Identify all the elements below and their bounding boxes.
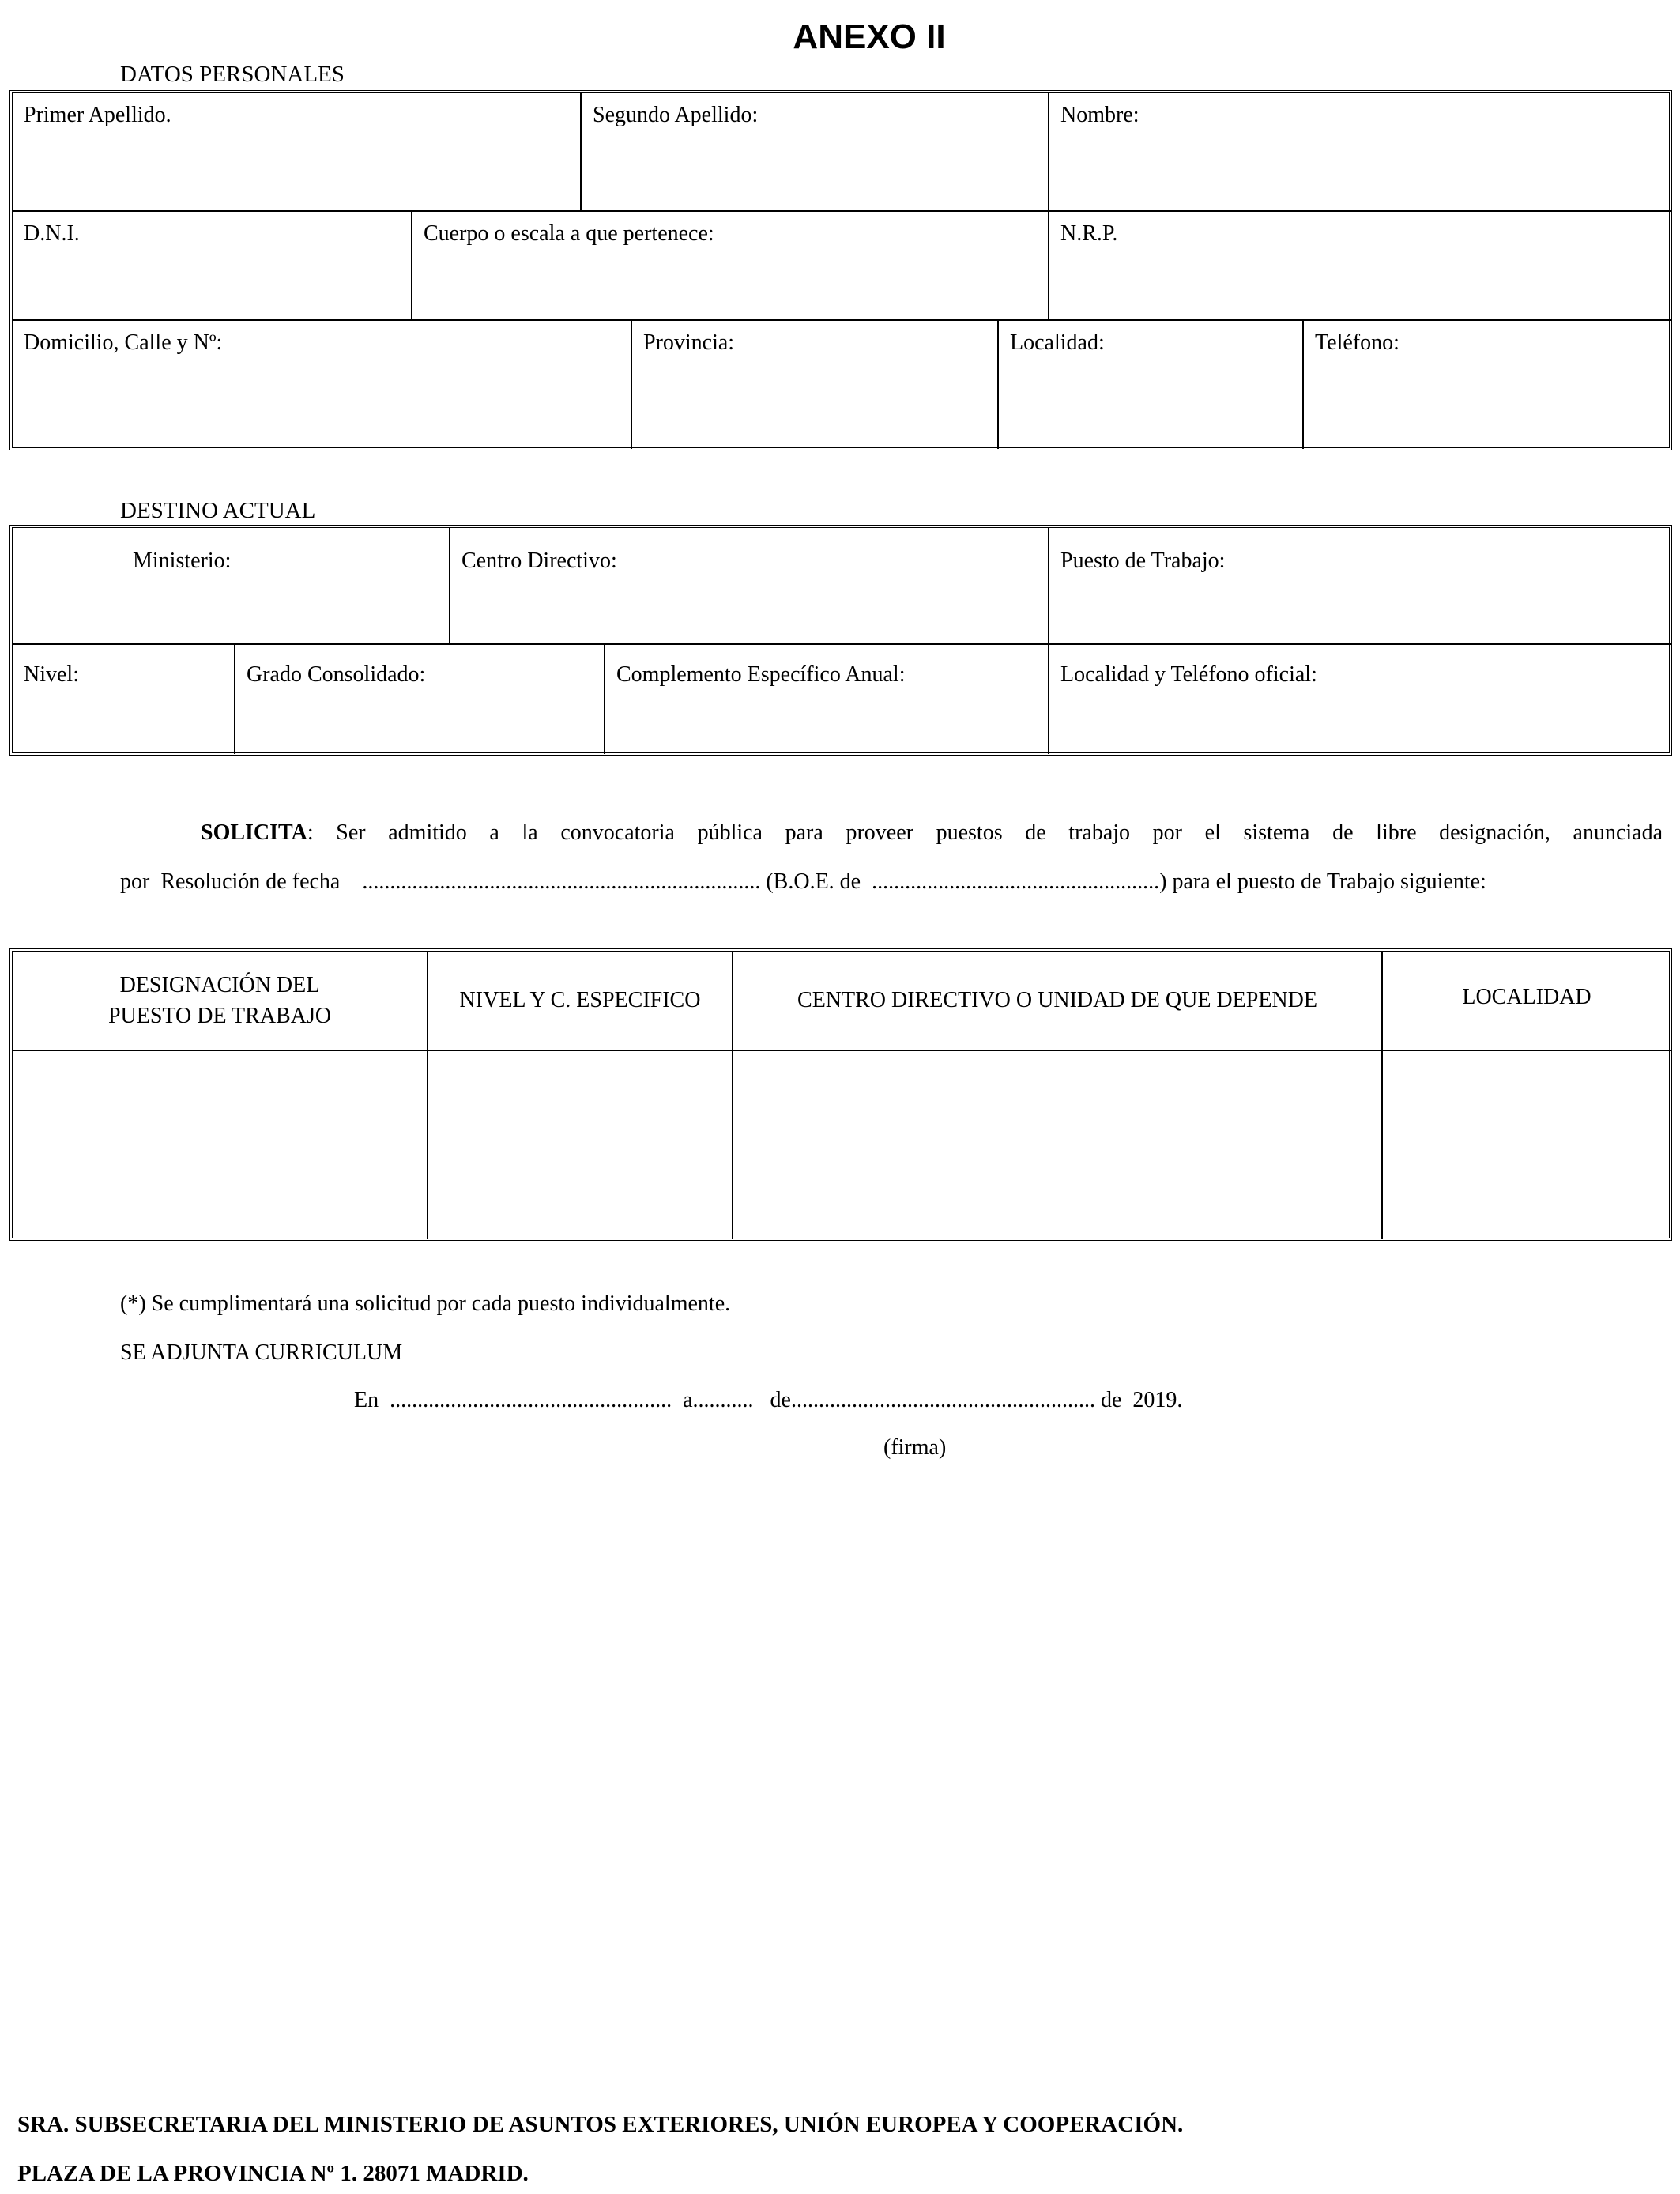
year-label: de 2019. xyxy=(1100,1388,1183,1412)
segundo-apellido-label: Segundo Apellido: xyxy=(593,103,759,127)
centro-directivo-label: Centro Directivo: xyxy=(461,548,617,573)
cuerpo-field[interactable] xyxy=(412,212,1048,319)
destino-form xyxy=(9,525,1672,756)
localidad-field[interactable] xyxy=(999,321,1302,449)
firma-label: (firma) xyxy=(883,1435,947,1460)
segundo-apellido-field[interactable] xyxy=(582,93,1048,210)
complemento-field[interactable] xyxy=(605,645,1048,754)
nivel-field[interactable] xyxy=(13,645,234,754)
solicita-bold: SOLICITA xyxy=(201,820,307,845)
personal-heading: DATOS PERSONALES xyxy=(120,62,345,87)
nombre-field[interactable] xyxy=(1049,93,1671,210)
resolucion-label: por Resolución de fecha xyxy=(120,869,341,894)
domicilio-label: Domicilio, Calle y Nº: xyxy=(24,330,223,355)
puesto-trabajo-field[interactable] xyxy=(1049,528,1671,643)
personal-data-form xyxy=(9,90,1672,450)
centro-cell[interactable] xyxy=(733,1051,1381,1239)
telefono-field[interactable] xyxy=(1304,321,1671,449)
solicita-line-1 xyxy=(201,822,1663,844)
column-header-designacion xyxy=(13,952,427,1050)
column-header-localidad: LOCALIDAD xyxy=(1462,985,1591,1009)
nrp-field[interactable] xyxy=(1049,212,1671,319)
en-label: En xyxy=(354,1388,379,1412)
designacion-cell[interactable] xyxy=(13,1051,427,1239)
place-blank[interactable]: ................................................... xyxy=(390,1388,672,1412)
solicita-line-2 xyxy=(120,871,1486,893)
designacion-line-2: PUESTO DE TRABAJO xyxy=(107,1004,332,1028)
adjunta-curriculum: SE ADJUNTA CURRICULUM xyxy=(120,1340,403,1365)
boe-label: (B.O.E. de xyxy=(766,869,861,894)
dni-field[interactable] xyxy=(13,212,411,319)
ministerio-field[interactable] xyxy=(13,528,449,643)
dni-label: D.N.I. xyxy=(24,221,80,246)
cuerpo-label: Cuerpo o escala a que pertenece: xyxy=(424,221,714,246)
localidad-telefono-field[interactable] xyxy=(1049,645,1671,754)
destino-heading: DESTINO ACTUAL xyxy=(120,498,316,523)
ministerio-label: Ministerio: xyxy=(133,548,232,573)
puesto-trabajo-label: Puesto de Trabajo: xyxy=(1060,548,1226,573)
month-blank[interactable]: de....................................................... xyxy=(770,1388,1095,1412)
column-header-nivel: NIVEL Y C. ESPECIFICO xyxy=(459,988,701,1013)
primer-apellido-field[interactable] xyxy=(13,93,580,210)
puesto-table xyxy=(9,948,1672,1241)
solicita-text: : Ser admitido a la convocatoria pública para proveer puestos de trabajo por el sistema de libre designación, anunciada xyxy=(307,820,1663,845)
date-line xyxy=(354,1389,1182,1412)
centro-directivo-field[interactable] xyxy=(450,528,1048,643)
localidad-label: Localidad: xyxy=(1010,330,1105,355)
note-text: (*) Se cumplimentará una solicitud por cada puesto individualmente. xyxy=(120,1291,731,1316)
localidad-telefono-label: Localidad y Teléfono oficial: xyxy=(1060,662,1317,687)
provincia-label: Provincia: xyxy=(643,330,735,355)
page-title: ANEXO II xyxy=(793,17,946,56)
designacion-line-1: DESIGNACIÓN DEL xyxy=(119,972,320,997)
nivel-label: Nivel: xyxy=(24,662,79,687)
complemento-label: Complemento Específico Anual: xyxy=(616,662,906,687)
resolucion-date-blank[interactable]: ........................................................................ xyxy=(362,869,761,894)
nivel-cell[interactable] xyxy=(428,1051,732,1239)
provincia-field[interactable] xyxy=(632,321,997,449)
nombre-label: Nombre: xyxy=(1060,103,1139,127)
addressee-line-2: PLAZA DE LA PROVINCIA Nº 1. 28071 MADRID. xyxy=(17,2161,529,2186)
nrp-label: N.R.P. xyxy=(1060,221,1118,246)
domicilio-field[interactable] xyxy=(13,321,631,449)
grado-field[interactable] xyxy=(235,645,604,754)
day-blank[interactable]: a........... xyxy=(683,1388,754,1412)
telefono-label: Teléfono: xyxy=(1315,330,1399,355)
localidad-cell[interactable] xyxy=(1383,1051,1671,1239)
boe-date-blank[interactable]: .................................................... xyxy=(872,869,1160,894)
addressee-line-1: SRA. SUBSECRETARIA DEL MINISTERIO DE ASUNTOS EXTERIORES, UNIÓN EUROPEA Y COOPERACIÓN. xyxy=(17,2112,1184,2137)
grado-label: Grado Consolidado: xyxy=(247,662,426,687)
puesto-siguiente-label: ) para el puesto de Trabajo siguiente: xyxy=(1159,869,1486,894)
column-header-centro: CENTRO DIRECTIVO O UNIDAD DE QUE DEPENDE xyxy=(797,988,1317,1013)
primer-apellido-label: Primer Apellido. xyxy=(24,103,171,127)
